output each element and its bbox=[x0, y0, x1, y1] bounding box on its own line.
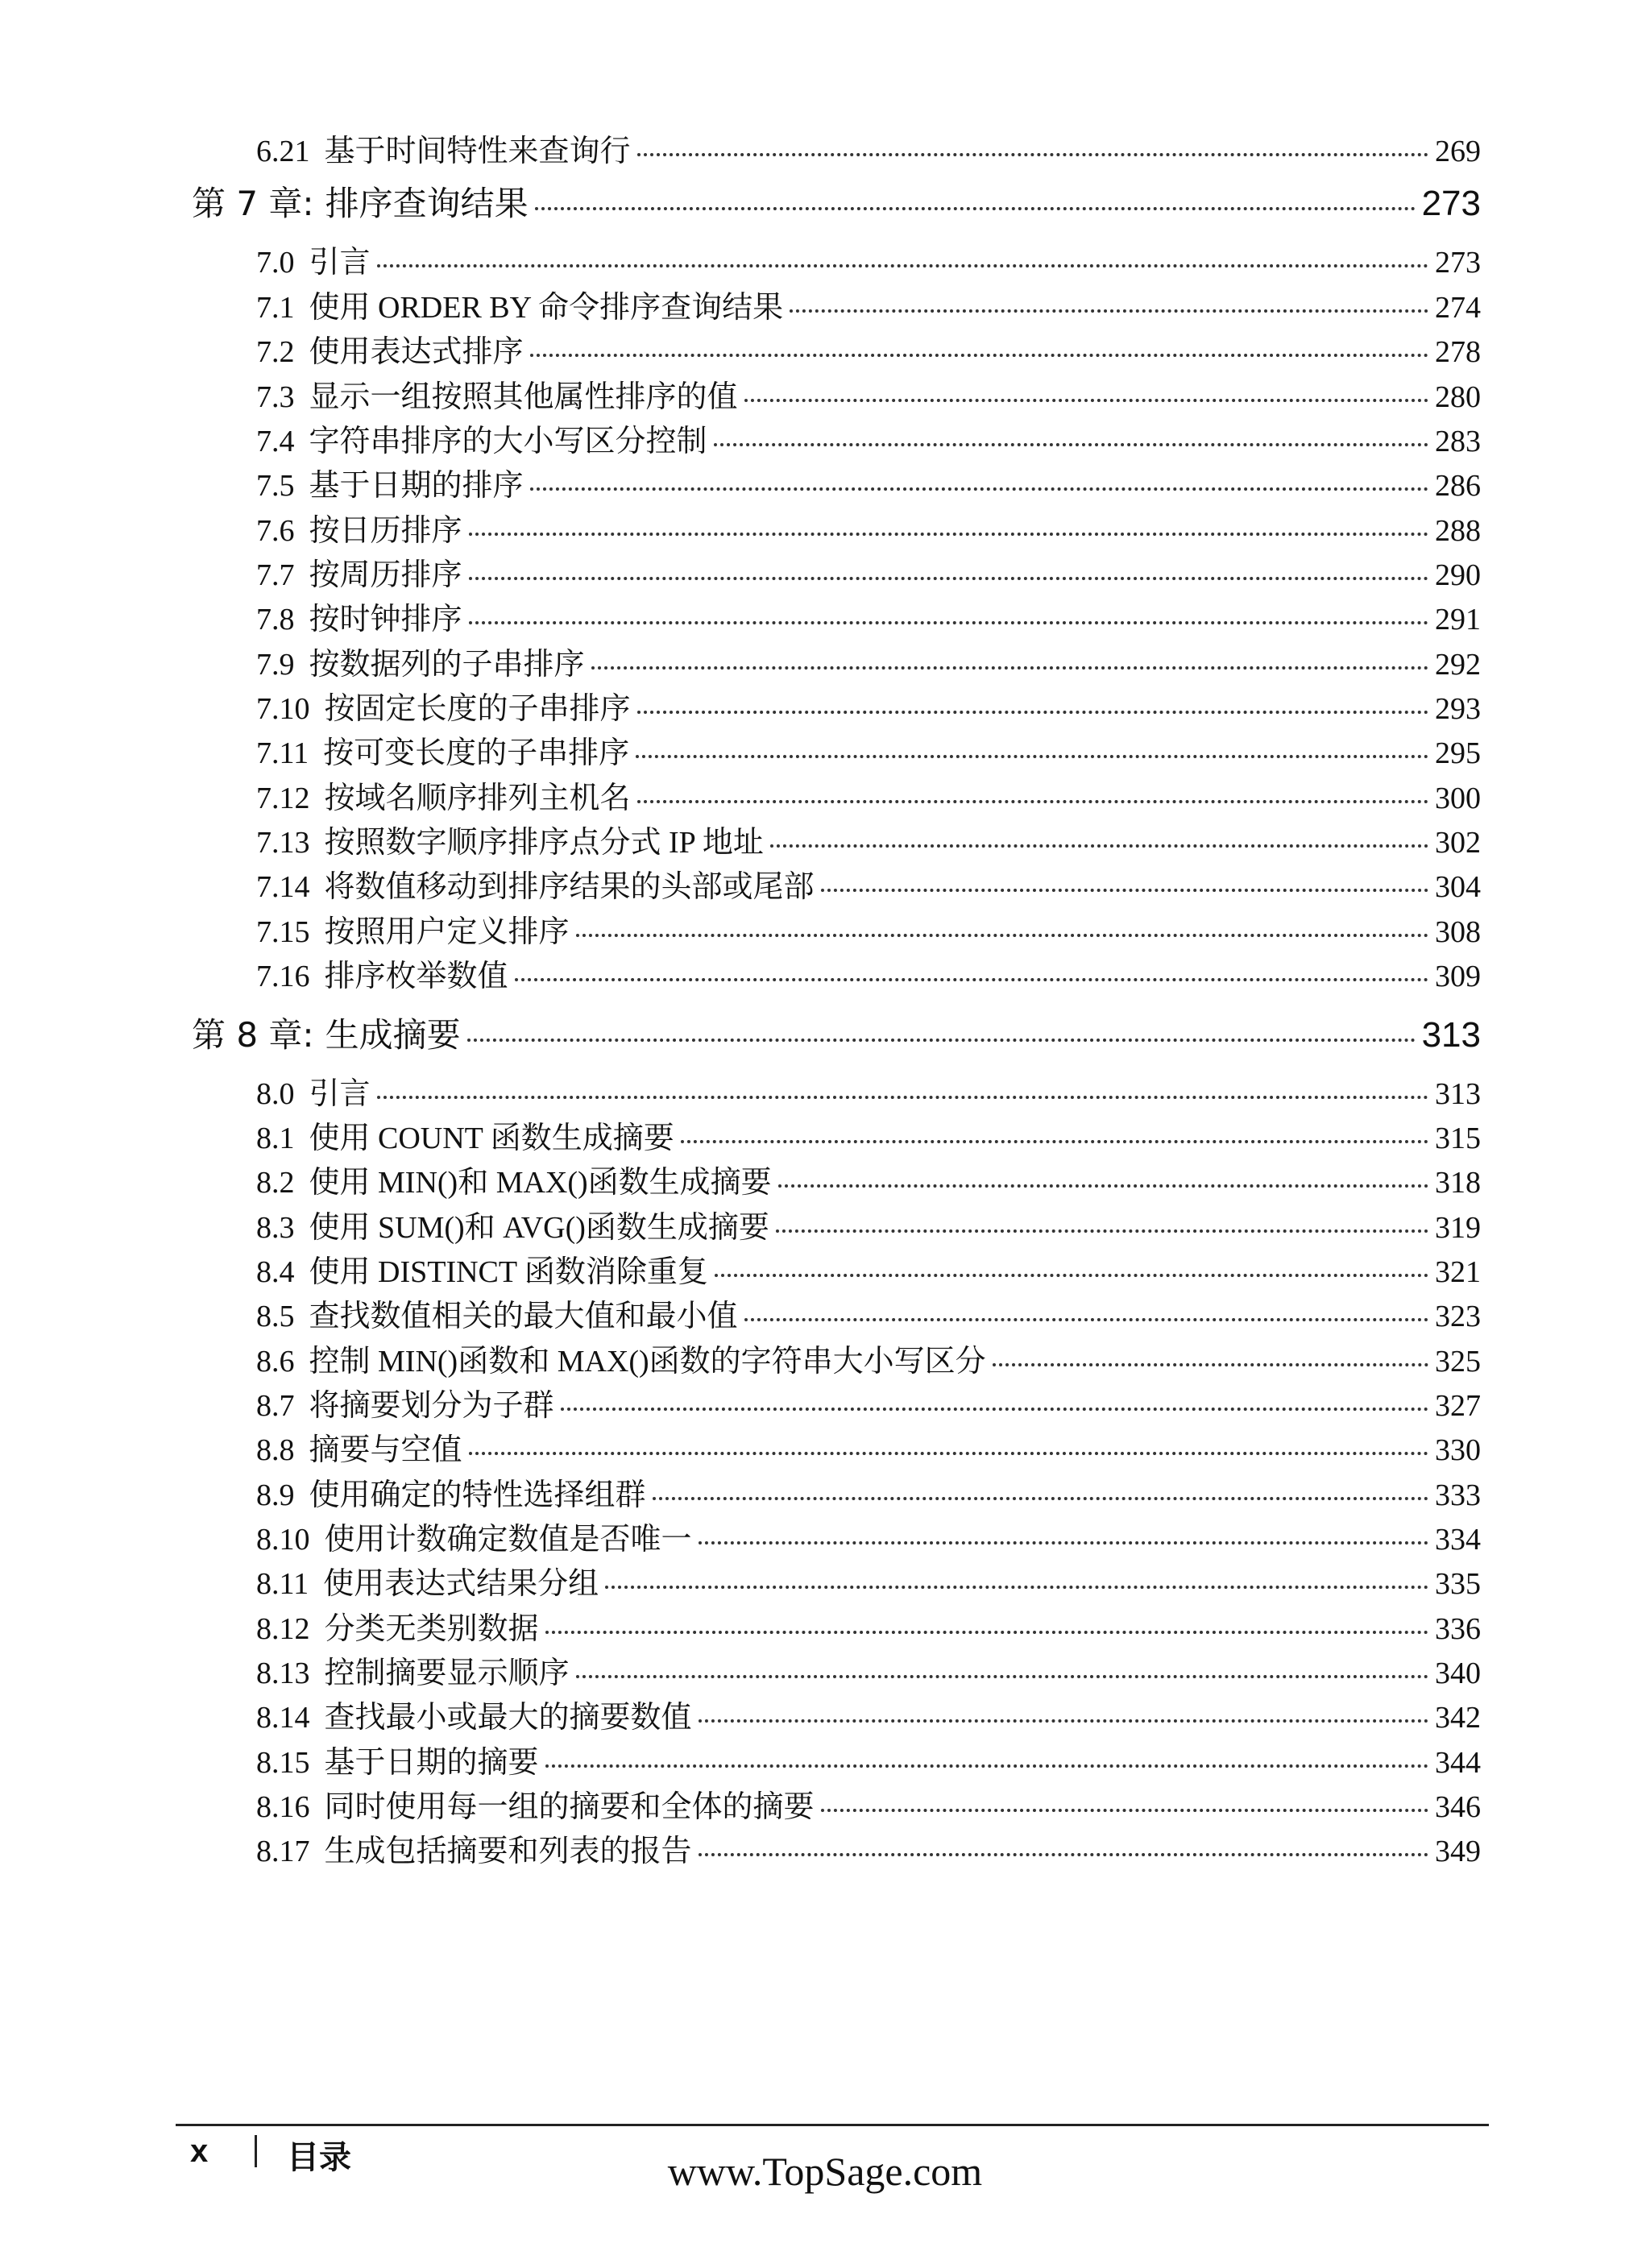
toc-title: 显示一组按照其他属性排序的值 bbox=[309, 380, 738, 414]
toc-title: 按时钟排序 bbox=[309, 603, 462, 636]
toc-title: 按固定长度的子串排序 bbox=[324, 692, 631, 726]
toc-number: 8.7 bbox=[256, 1389, 295, 1423]
toc-number: 7.2 bbox=[256, 335, 295, 369]
dot-leader bbox=[714, 443, 1428, 446]
dot-leader bbox=[530, 354, 1428, 357]
toc-title: 基于日期的排序 bbox=[309, 469, 524, 503]
toc-page-number: 300 bbox=[1435, 782, 1481, 815]
toc-number: 7.8 bbox=[256, 603, 295, 636]
toc-number: 8.17 bbox=[256, 1835, 310, 1868]
toc-page-number: 292 bbox=[1435, 648, 1481, 682]
toc-chapter-row bbox=[192, 177, 1481, 226]
toc-entry-row bbox=[256, 326, 1481, 368]
toc-page-number: 290 bbox=[1435, 558, 1481, 592]
toc-entry-row bbox=[256, 817, 1481, 859]
toc-title: 使用表达式排序 bbox=[309, 335, 524, 369]
toc-page-number: 278 bbox=[1435, 335, 1481, 369]
dot-leader bbox=[591, 666, 1428, 670]
toc-entry-row bbox=[256, 906, 1481, 948]
dot-leader bbox=[653, 1497, 1428, 1500]
toc-entry-row bbox=[256, 1424, 1481, 1466]
toc-number: 8.2 bbox=[256, 1166, 295, 1200]
toc-number: 8.0 bbox=[256, 1077, 295, 1111]
toc-entry-row bbox=[256, 594, 1481, 636]
toc-entry-row bbox=[256, 1336, 1481, 1378]
toc-page-number: 336 bbox=[1435, 1612, 1481, 1646]
toc-number: 7.16 bbox=[256, 960, 310, 993]
toc-title: 按周历排序 bbox=[309, 558, 462, 592]
toc-number: 8.15 bbox=[256, 1746, 310, 1780]
toc-page-number: 302 bbox=[1435, 826, 1481, 860]
dot-leader bbox=[469, 533, 1428, 536]
toc-page-number: 323 bbox=[1435, 1300, 1481, 1333]
dot-leader bbox=[515, 978, 1428, 981]
toc-page-number: 321 bbox=[1435, 1255, 1481, 1289]
dot-leader bbox=[681, 1140, 1428, 1143]
dot-leader bbox=[821, 1809, 1428, 1812]
dot-leader bbox=[699, 1541, 1428, 1544]
toc-number: 7.14 bbox=[256, 870, 310, 904]
toc-page-number: 273 bbox=[1421, 184, 1481, 223]
toc-title: 引言 bbox=[309, 1077, 371, 1111]
toc-entry-row bbox=[256, 549, 1481, 591]
toc-page-number: 309 bbox=[1435, 960, 1481, 993]
dot-leader bbox=[637, 153, 1428, 156]
toc-page-number: 344 bbox=[1435, 1746, 1481, 1780]
toc-page-number: 288 bbox=[1435, 514, 1481, 548]
toc-title: 基于时间特性来查询行 bbox=[324, 135, 631, 168]
toc-page-number: 330 bbox=[1435, 1433, 1481, 1467]
toc-entry-row bbox=[256, 1648, 1481, 1690]
toc-page-number: 349 bbox=[1435, 1835, 1481, 1868]
dot-leader bbox=[770, 844, 1428, 848]
toc-number: 8.16 bbox=[256, 1790, 310, 1824]
toc-page-number: 315 bbox=[1435, 1122, 1481, 1155]
toc-title: 使用 SUM()和 AVG()函数生成摘要 bbox=[309, 1211, 769, 1245]
toc-number: 8.6 bbox=[256, 1345, 295, 1379]
toc-title: 排序查询结果 bbox=[325, 184, 529, 223]
toc-entry-row bbox=[256, 1826, 1481, 1868]
toc-page-number: 335 bbox=[1435, 1567, 1481, 1601]
toc-number: 7.9 bbox=[256, 648, 295, 682]
toc-page-number: 273 bbox=[1435, 246, 1481, 280]
toc-title: 基于日期的摘要 bbox=[324, 1746, 539, 1780]
dot-leader bbox=[744, 1318, 1428, 1321]
toc-number: 7.0 bbox=[256, 246, 295, 280]
toc-number: 7.5 bbox=[256, 469, 295, 503]
toc-page-number: 340 bbox=[1435, 1656, 1481, 1690]
toc-entry-row bbox=[256, 237, 1481, 279]
toc-page-number: 295 bbox=[1435, 736, 1481, 770]
toc-number: 7.4 bbox=[256, 425, 295, 458]
toc-number: 8.11 bbox=[256, 1567, 309, 1601]
toc-entry-row bbox=[256, 505, 1481, 547]
toc-number: 7.12 bbox=[256, 782, 310, 815]
toc-number: 8.14 bbox=[256, 1701, 310, 1735]
dot-leader bbox=[535, 207, 1416, 210]
toc-entry-row bbox=[256, 1113, 1481, 1155]
toc-number: 8.3 bbox=[256, 1211, 295, 1245]
toc-title: 查找数值相关的最大值和最小值 bbox=[309, 1300, 738, 1333]
toc-title: 将摘要划分为子群 bbox=[309, 1389, 554, 1423]
toc-page-number: 283 bbox=[1435, 425, 1481, 458]
footer-page-number: x bbox=[190, 2133, 209, 2169]
dot-leader bbox=[377, 264, 1428, 267]
toc-page-number: 280 bbox=[1435, 380, 1481, 414]
toc-title: 按数据列的子串排序 bbox=[309, 648, 585, 682]
toc-entry-row bbox=[256, 1470, 1481, 1511]
toc-title: 按日历排序 bbox=[309, 514, 462, 548]
toc-title: 使用确定的特性选择组群 bbox=[309, 1478, 646, 1512]
toc-number: 6.21 bbox=[256, 135, 310, 168]
toc-entry-row bbox=[256, 1692, 1481, 1734]
toc-entry-row bbox=[256, 1157, 1481, 1199]
toc-page-number: 308 bbox=[1435, 915, 1481, 949]
toc-entry-row bbox=[256, 773, 1481, 815]
dot-leader bbox=[776, 1229, 1428, 1233]
dot-leader bbox=[545, 1631, 1428, 1634]
toc-chapter-row bbox=[192, 1009, 1481, 1057]
toc-entry-row bbox=[256, 282, 1481, 324]
toc-title: 同时使用每一组的摘要和全体的摘要 bbox=[324, 1790, 815, 1824]
toc-entry-row bbox=[256, 1514, 1481, 1556]
toc-title: 引言 bbox=[309, 246, 371, 280]
toc-number: 7.1 bbox=[256, 291, 295, 325]
toc-title: 按域名顺序排列主机名 bbox=[324, 782, 631, 815]
toc-entry-row bbox=[256, 1558, 1481, 1600]
dot-leader bbox=[699, 1719, 1428, 1723]
toc-title: 使用 DISTINCT 函数消除重复 bbox=[309, 1255, 708, 1289]
dot-leader bbox=[821, 889, 1428, 892]
dot-leader bbox=[469, 621, 1428, 624]
toc-title: 将数值移动到排序结果的头部或尾部 bbox=[324, 870, 815, 904]
dot-leader bbox=[993, 1363, 1428, 1366]
toc-number: 7.6 bbox=[256, 514, 295, 548]
toc-entry-row bbox=[256, 728, 1481, 769]
toc-entry-row bbox=[256, 1202, 1481, 1244]
dot-leader bbox=[778, 1184, 1428, 1188]
toc-page-number: 346 bbox=[1435, 1790, 1481, 1824]
toc-number: 8.9 bbox=[256, 1478, 295, 1512]
toc-title: 使用 ORDER BY 命令排序查询结果 bbox=[309, 291, 784, 325]
dot-leader bbox=[637, 711, 1428, 714]
footer-url: www.TopSage.com bbox=[667, 2149, 983, 2194]
toc-entry-row bbox=[256, 460, 1481, 502]
toc-entry-row bbox=[256, 1068, 1481, 1110]
toc-page-number: 327 bbox=[1435, 1389, 1481, 1423]
toc-entry-row bbox=[256, 126, 1481, 168]
toc-entry-row bbox=[256, 861, 1481, 903]
toc-page-number: 318 bbox=[1435, 1166, 1481, 1200]
toc-page-number: 334 bbox=[1435, 1523, 1481, 1557]
toc-page-number: 286 bbox=[1435, 469, 1481, 503]
toc-title: 使用计数确定数值是否唯一 bbox=[324, 1523, 692, 1557]
toc-page-number: 313 bbox=[1421, 1015, 1481, 1055]
toc-title: 使用表达式结果分组 bbox=[323, 1567, 599, 1601]
dot-leader bbox=[636, 755, 1428, 758]
dot-leader bbox=[715, 1274, 1428, 1277]
toc-entry-row bbox=[256, 416, 1481, 458]
toc-title: 字符串排序的大小写区分控制 bbox=[309, 425, 707, 458]
toc-entry-row bbox=[256, 1246, 1481, 1288]
dot-leader bbox=[744, 399, 1428, 402]
dot-leader bbox=[377, 1096, 1428, 1099]
toc-title: 按可变长度的子串排序 bbox=[323, 736, 630, 770]
footer-rule bbox=[176, 2124, 1489, 2126]
toc-entry-row bbox=[256, 683, 1481, 725]
toc-page-number: 333 bbox=[1435, 1478, 1481, 1512]
toc-page-number: 293 bbox=[1435, 692, 1481, 726]
toc-number: 8.10 bbox=[256, 1523, 310, 1557]
toc-entry-row bbox=[256, 1291, 1481, 1333]
toc-entry-row bbox=[256, 371, 1481, 413]
toc-number: 8.1 bbox=[256, 1122, 295, 1155]
toc-entry-row bbox=[256, 1603, 1481, 1645]
toc-number: 8.8 bbox=[256, 1433, 295, 1467]
dot-leader bbox=[576, 1675, 1428, 1678]
toc-page-number: 325 bbox=[1435, 1345, 1481, 1379]
toc-number: 7.11 bbox=[256, 736, 309, 770]
dot-leader bbox=[561, 1408, 1428, 1411]
dot-leader bbox=[469, 577, 1428, 580]
toc-page-number: 291 bbox=[1435, 603, 1481, 636]
toc-number: 7.13 bbox=[256, 826, 310, 860]
toc-page-number: 269 bbox=[1435, 135, 1481, 168]
dot-leader bbox=[467, 1039, 1416, 1042]
toc-title: 控制摘要显示顺序 bbox=[324, 1656, 570, 1690]
toc-page-number: 274 bbox=[1435, 291, 1481, 325]
dot-leader bbox=[576, 934, 1428, 937]
toc-number: 7.7 bbox=[256, 558, 295, 592]
toc-title: 排序枚举数值 bbox=[324, 960, 508, 993]
toc-title: 生成包括摘要和列表的报告 bbox=[324, 1835, 692, 1868]
toc-page-number: 313 bbox=[1435, 1077, 1481, 1111]
toc-title: 生成摘要 bbox=[325, 1015, 461, 1055]
toc-number: 8.4 bbox=[256, 1255, 295, 1289]
toc-title: 分类无类别数据 bbox=[324, 1612, 539, 1646]
toc-number: 8.13 bbox=[256, 1656, 310, 1690]
toc-page-number: 342 bbox=[1435, 1701, 1481, 1735]
dot-leader bbox=[605, 1586, 1428, 1589]
dot-leader bbox=[790, 309, 1428, 313]
dot-leader bbox=[530, 487, 1428, 491]
toc-number: 8.12 bbox=[256, 1612, 310, 1646]
toc-title: 按照用户定义排序 bbox=[324, 915, 570, 949]
toc-number: 7.3 bbox=[256, 380, 295, 414]
toc-page-number: 304 bbox=[1435, 870, 1481, 904]
toc-entry-row bbox=[256, 951, 1481, 993]
toc-title: 按照数字顺序排序点分式 IP 地址 bbox=[324, 826, 764, 860]
footer-section-title: 目录 bbox=[287, 2139, 351, 2176]
toc-title: 使用 COUNT 函数生成摘要 bbox=[309, 1122, 674, 1155]
toc-title: 摘要与空值 bbox=[309, 1433, 462, 1467]
toc-entry-row bbox=[256, 1781, 1481, 1823]
toc-title: 使用 MIN()和 MAX()函数生成摘要 bbox=[309, 1166, 772, 1200]
toc-number: 7.10 bbox=[256, 692, 310, 726]
toc-page-number: 319 bbox=[1435, 1211, 1481, 1245]
toc-entry-row bbox=[256, 1737, 1481, 1779]
toc-entry-row bbox=[256, 1380, 1481, 1422]
toc-entry-row bbox=[256, 639, 1481, 681]
toc-title: 查找最小或最大的摘要数值 bbox=[324, 1701, 692, 1735]
toc-number: 8.5 bbox=[256, 1300, 295, 1333]
dot-leader bbox=[469, 1452, 1428, 1455]
toc-number: 7.15 bbox=[256, 915, 310, 949]
toc-number: 第 7 章: bbox=[192, 184, 314, 223]
toc-title: 控制 MIN()函数和 MAX()函数的字符串大小写区分 bbox=[309, 1345, 986, 1379]
dot-leader bbox=[699, 1853, 1428, 1856]
toc-number: 第 8 章: bbox=[192, 1015, 314, 1055]
dot-leader bbox=[637, 800, 1428, 803]
dot-leader bbox=[545, 1764, 1428, 1768]
